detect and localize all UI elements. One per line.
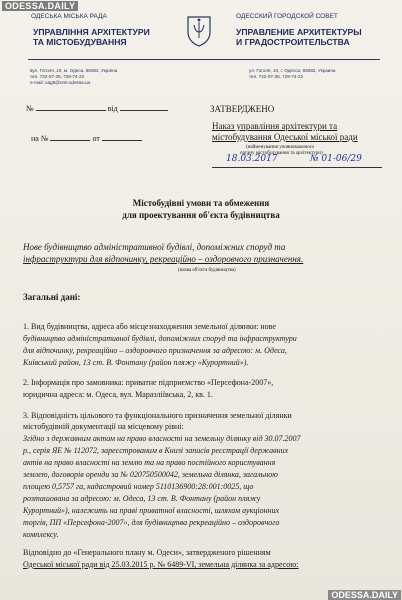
order-caption-1: (найменування уповноваженого [246, 145, 315, 150]
order-sign-line [212, 154, 382, 168]
item3-line-9: Курортний»), належить на праві приватної власності, шляхом аукціонних [23, 506, 280, 515]
letterhead-rule [28, 59, 380, 60]
item1-line-4: Київський район, 13 ст. В. Фонтану (район пляжу «Курортний»). [23, 358, 249, 367]
outgoing-date-label: від [107, 104, 118, 113]
outgoing-number-row [26, 104, 168, 113]
item3-line-1: 3. Відповідність цільового та функціонального призначення земельної ділянки [23, 411, 292, 420]
watermark: ODESSA.DAILY [2, 1, 78, 11]
document-title-2: для проектування об'єкта будівництва [122, 210, 280, 220]
reference-date-label: от [92, 134, 100, 143]
item3-line-6: землею, договорів оренди за № 020750500042, земельна ділянка, загальною [23, 470, 278, 479]
coat-of-arms-icon [185, 14, 213, 48]
item1-line-3: для відпочинку, рекреаційно – оздоровчого призначення за адресою: м. Одеса, [23, 346, 287, 355]
item3-line-5: актів на право власності на землю та на право постійного користування [23, 458, 276, 467]
header-left-email: e-mail: uag5@omr.odessa.ua [30, 80, 91, 85]
header-left-dept-2: ТА МІСТОБУДУВАННЯ [33, 37, 127, 47]
header-left-dept-1: УПРАВЛІННЯ АРХІТЕКТУРИ [33, 27, 150, 37]
header-right-dept-1: УПРАВЛЕНИЕ АРХИТЕКТУРЫ [236, 27, 362, 37]
item3-line-4: р., серія ЯЕ № 112072, зареєстрованим в Книзі записів реєстрації державних [23, 446, 289, 455]
item3-line-12: Відповідно до «Генерального плану м. Одеси», затвердженого рішенням [23, 548, 271, 557]
header-right-address-1: ул. Гоголя, 10, г. Одесса, 65082, Украина [249, 68, 336, 73]
object-caption: (назва об'єкта будівництва) [178, 268, 236, 273]
outgoing-number-label: № [26, 104, 34, 113]
approved-label: ЗАТВЕРДЖЕНО [210, 104, 275, 114]
item2-line-1: 2. Інформація про замовника: приватне підприємство «Персефона-2007», [23, 378, 274, 387]
item2-line-2: юридична адреса: м. Одеса, вул. Маразліївська, 2, кв. 1. [23, 390, 213, 399]
order-line-2: містобудування Одеської міської ради [212, 132, 358, 142]
item1-line-2: будівництво адміністративної будівлі, допоміжних споруд та інфраструктури [23, 334, 297, 343]
header-right-address [249, 68, 335, 80]
item3-line-2: містобудівній документації на місцевому рівні: [23, 422, 184, 431]
object-line-1: Нове будівництво адміністративної будівлі, допоміжних споруд та [23, 242, 286, 252]
header-right-city: ОДЕССКИЙ ГОРОДСКОЙ СОВЕТ [236, 13, 338, 20]
item3-line-7: площею 0,5757 га, кадастровий номер 5110136900:28:001:0025, що [23, 482, 254, 491]
handwritten-number: № 01-06/29 [310, 154, 362, 164]
reference-row [31, 134, 142, 143]
object-line-2: інфраструктури для відпочинку, рекреаційно – оздоровчого призначення. [23, 254, 304, 264]
header-right-dept-2: И ГРАДОСТРОИТЕЛЬСТВА [236, 37, 350, 47]
item3-line-3: Згідно з державним актом на право власності на земельну ділянку від 30.07.2007 [23, 434, 301, 443]
watermark-bottom: ODESSA.DAILY [328, 590, 401, 600]
item1-line-1: 1. Вид будівництва, адреса або місцезнаходження земельної ділянки: нове [23, 322, 276, 331]
header-left-address [30, 68, 117, 86]
document-title-1: Містобудівні умови та обмеження [132, 198, 270, 208]
header-right-address-2: тел. 722-07-35, 729-74-22 [249, 74, 304, 79]
header-left-address-2: тел. 722-07-35, 729-74-22 [30, 74, 85, 79]
order-line-1: Наказ управління архітектури та [212, 121, 338, 131]
item3-line-11: комплексу. [23, 530, 59, 539]
general-heading: Загальні дані: [23, 292, 81, 302]
item3-line-8: розташована за адресою: м. Одеса, 13 ст. В. Фонтану (район пляжу [23, 494, 261, 503]
header-left-city: ОДЕСЬКА МІСЬКА РАДА [31, 13, 107, 20]
item3-line-13: Одеської міської ради від 25.03.2015 р. № 6489-VI, земельна ділянка за адресою: [23, 560, 299, 569]
item3-line-10: торгів, ПП «Персефона-2007», для будівництва рекреаційно – оздоровчого [23, 518, 280, 527]
order-caption-2: органу містобудування та архітектури) [240, 151, 323, 156]
handwritten-date: 18.03.2017 [226, 154, 278, 164]
header-left-address-1: вул. Гоголя, 10, м. Одеса, 65082, Україна [30, 68, 118, 73]
reference-number-label: на № [31, 134, 49, 143]
